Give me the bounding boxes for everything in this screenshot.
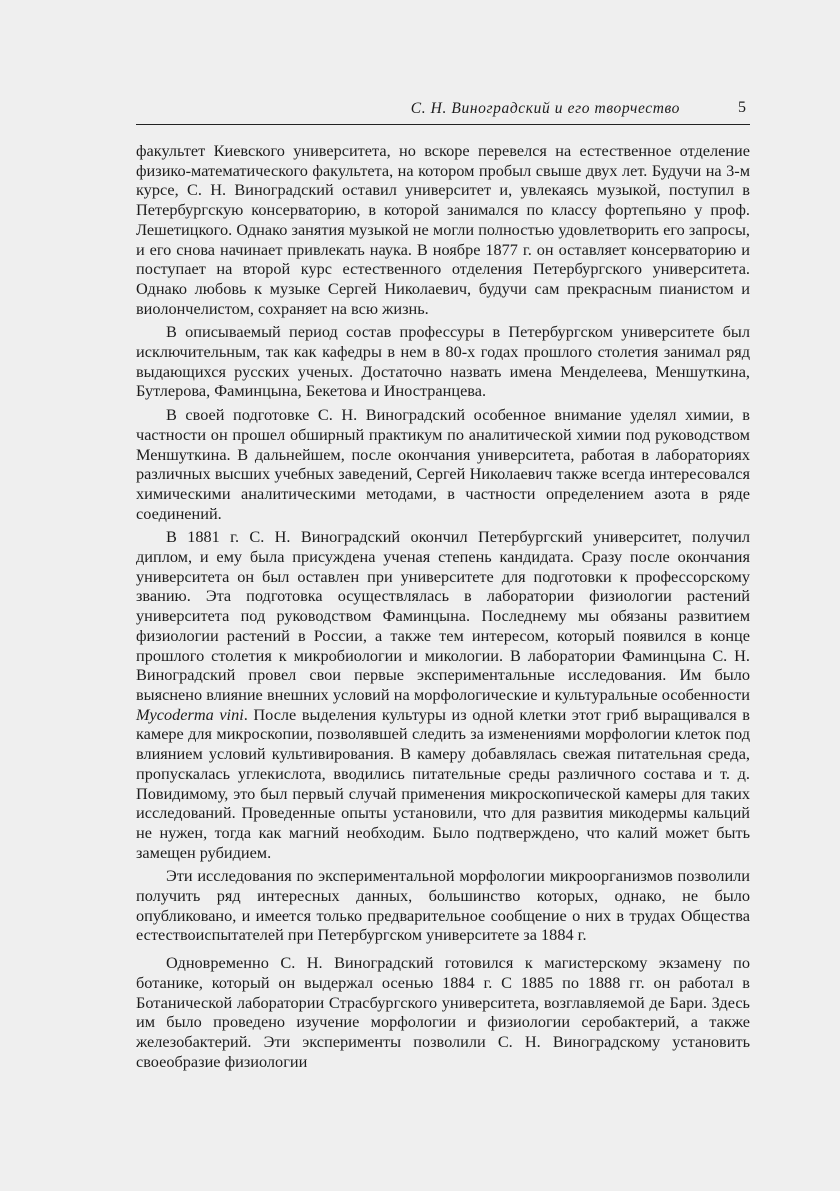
paragraph-strasbourg-work: Одновременно С. Н. Виноградский готовился к магистерскому экзамену по ботанике, который он выдержал осенью 1884 г. С 1885 по 1888 гг. он работал в Ботанической лаборатории Страсбургского университета, возглавляемой де Бари. Здесь им было проведено изучение морфологии и физиологии серобактерий, а также железобактерий. Эти эксперименты позволили С. Н. Виноградскому установить своеобразие физиологии: [136, 953, 750, 1071]
species-name-mycoderma: Mycoderma vini: [136, 704, 244, 724]
paragraph-graduation-text-after: . После выделения культуры из одной клетки этот гриб выращивался в камере для микроскопии, позволявшей следить за изменениями морфологии клеток под влиянием условий культивирования. В камеру добавлялась свежая питательная среда, пропускалась углекислота, вводились питательные среды различного состава и т. д. Повидимому, это был первый случай применения микроскопической камеры для таких исследований. Проведенные опыты установили, что для развития микодермы кальций не нужен, тогда как магний необходим. Было подтверждено, что калий может быть замещен рубидием.: [136, 704, 750, 862]
paragraph-university-studies: факультет Киевского университета, но вскоре перевелся на естественное отделение физико-математического факультета, на котором пробыл свыше двух лет. Будучи на 3-м курсе, С. Н. Виноградский оставил университет и, увлекаясь музыкой, поступил в Петербургскую консерваторию, в которой занимался по классу фортепьяно у проф. Лешетицкого. Однако занятия музыкой не могли полностью удовлетворить его запросы, и его снова начинает привлекать наука. В ноябре 1877 г. он оставляет консерваторию и поступает на второй курс естественного отделения Петербургского университета. Однако любовь к музыке Сергей Николаевич, будучи сам прекрасным пианистом и виолончелистом, сохраняет на всю жизнь.: [136, 141, 750, 318]
running-header: [136, 98, 750, 125]
paragraph-professors: В описываемый период состав профессуры в Петербургском университете был исключительным, так как кафедры в нем в 80-х годах прошлого столетия занимал ряд выдающихся русских ученых. Достаточно назвать имена Менделеева, Меншуткина, Бутлерова, Фаминцына, Бекетова и Иностранцева.: [136, 322, 750, 401]
paragraph-chemistry-training: В своей подготовке С. Н. Виноградский особенное внимание уделял химии, в частности он прошел обширный практикум по аналитической химии под руководством Меншуткина. В дальнейшем, после окончания университета, работая в лабораториях различных высших учебных заведений, Сергей Николаевич также всегда интересовался химическими аналитическими методами, в частности определением азота в ряде соединений.: [136, 405, 750, 523]
running-header-title: С. Н. Виноградский и его творчество: [410, 100, 680, 117]
paragraph-graduation-1881: [136, 527, 750, 862]
body-text: [136, 141, 750, 1071]
page-number: 5: [738, 99, 746, 116]
paragraph-graduation-text-before: В 1881 г. С. Н. Виноградский окончил Петербургский университет, получил диплом, и ему была присуждена ученая степень кандидата. Сразу после окончания университета он был оставлен при университете для подготовки к профессорскому званию. Эта подготовка осуществлялась в лаборатории физиологии растений университета под руководством Фаминцына. Последнему мы обязаны развитием физиологии растений в России, а также тем интересом, который появился в конце прошлого столетия к микробиологии и микологии. В лаборатории Фаминцына С. Н. Виноградский провел свои первые экспериментальные исследования. Им было выяснено влияние внешних условий на морфологические и культуральные особенности: [136, 527, 750, 704]
paragraph-morphology-research: Эти исследования по экспериментальной морфологии микроорганизмов позволили получить ряд интересных данных, большинство которых, однако, не было опубликовано, и имеется только предварительное сообщение о них в трудах Общества естествоиспытателей при Петербургском университете за 1884 г.: [136, 866, 750, 945]
